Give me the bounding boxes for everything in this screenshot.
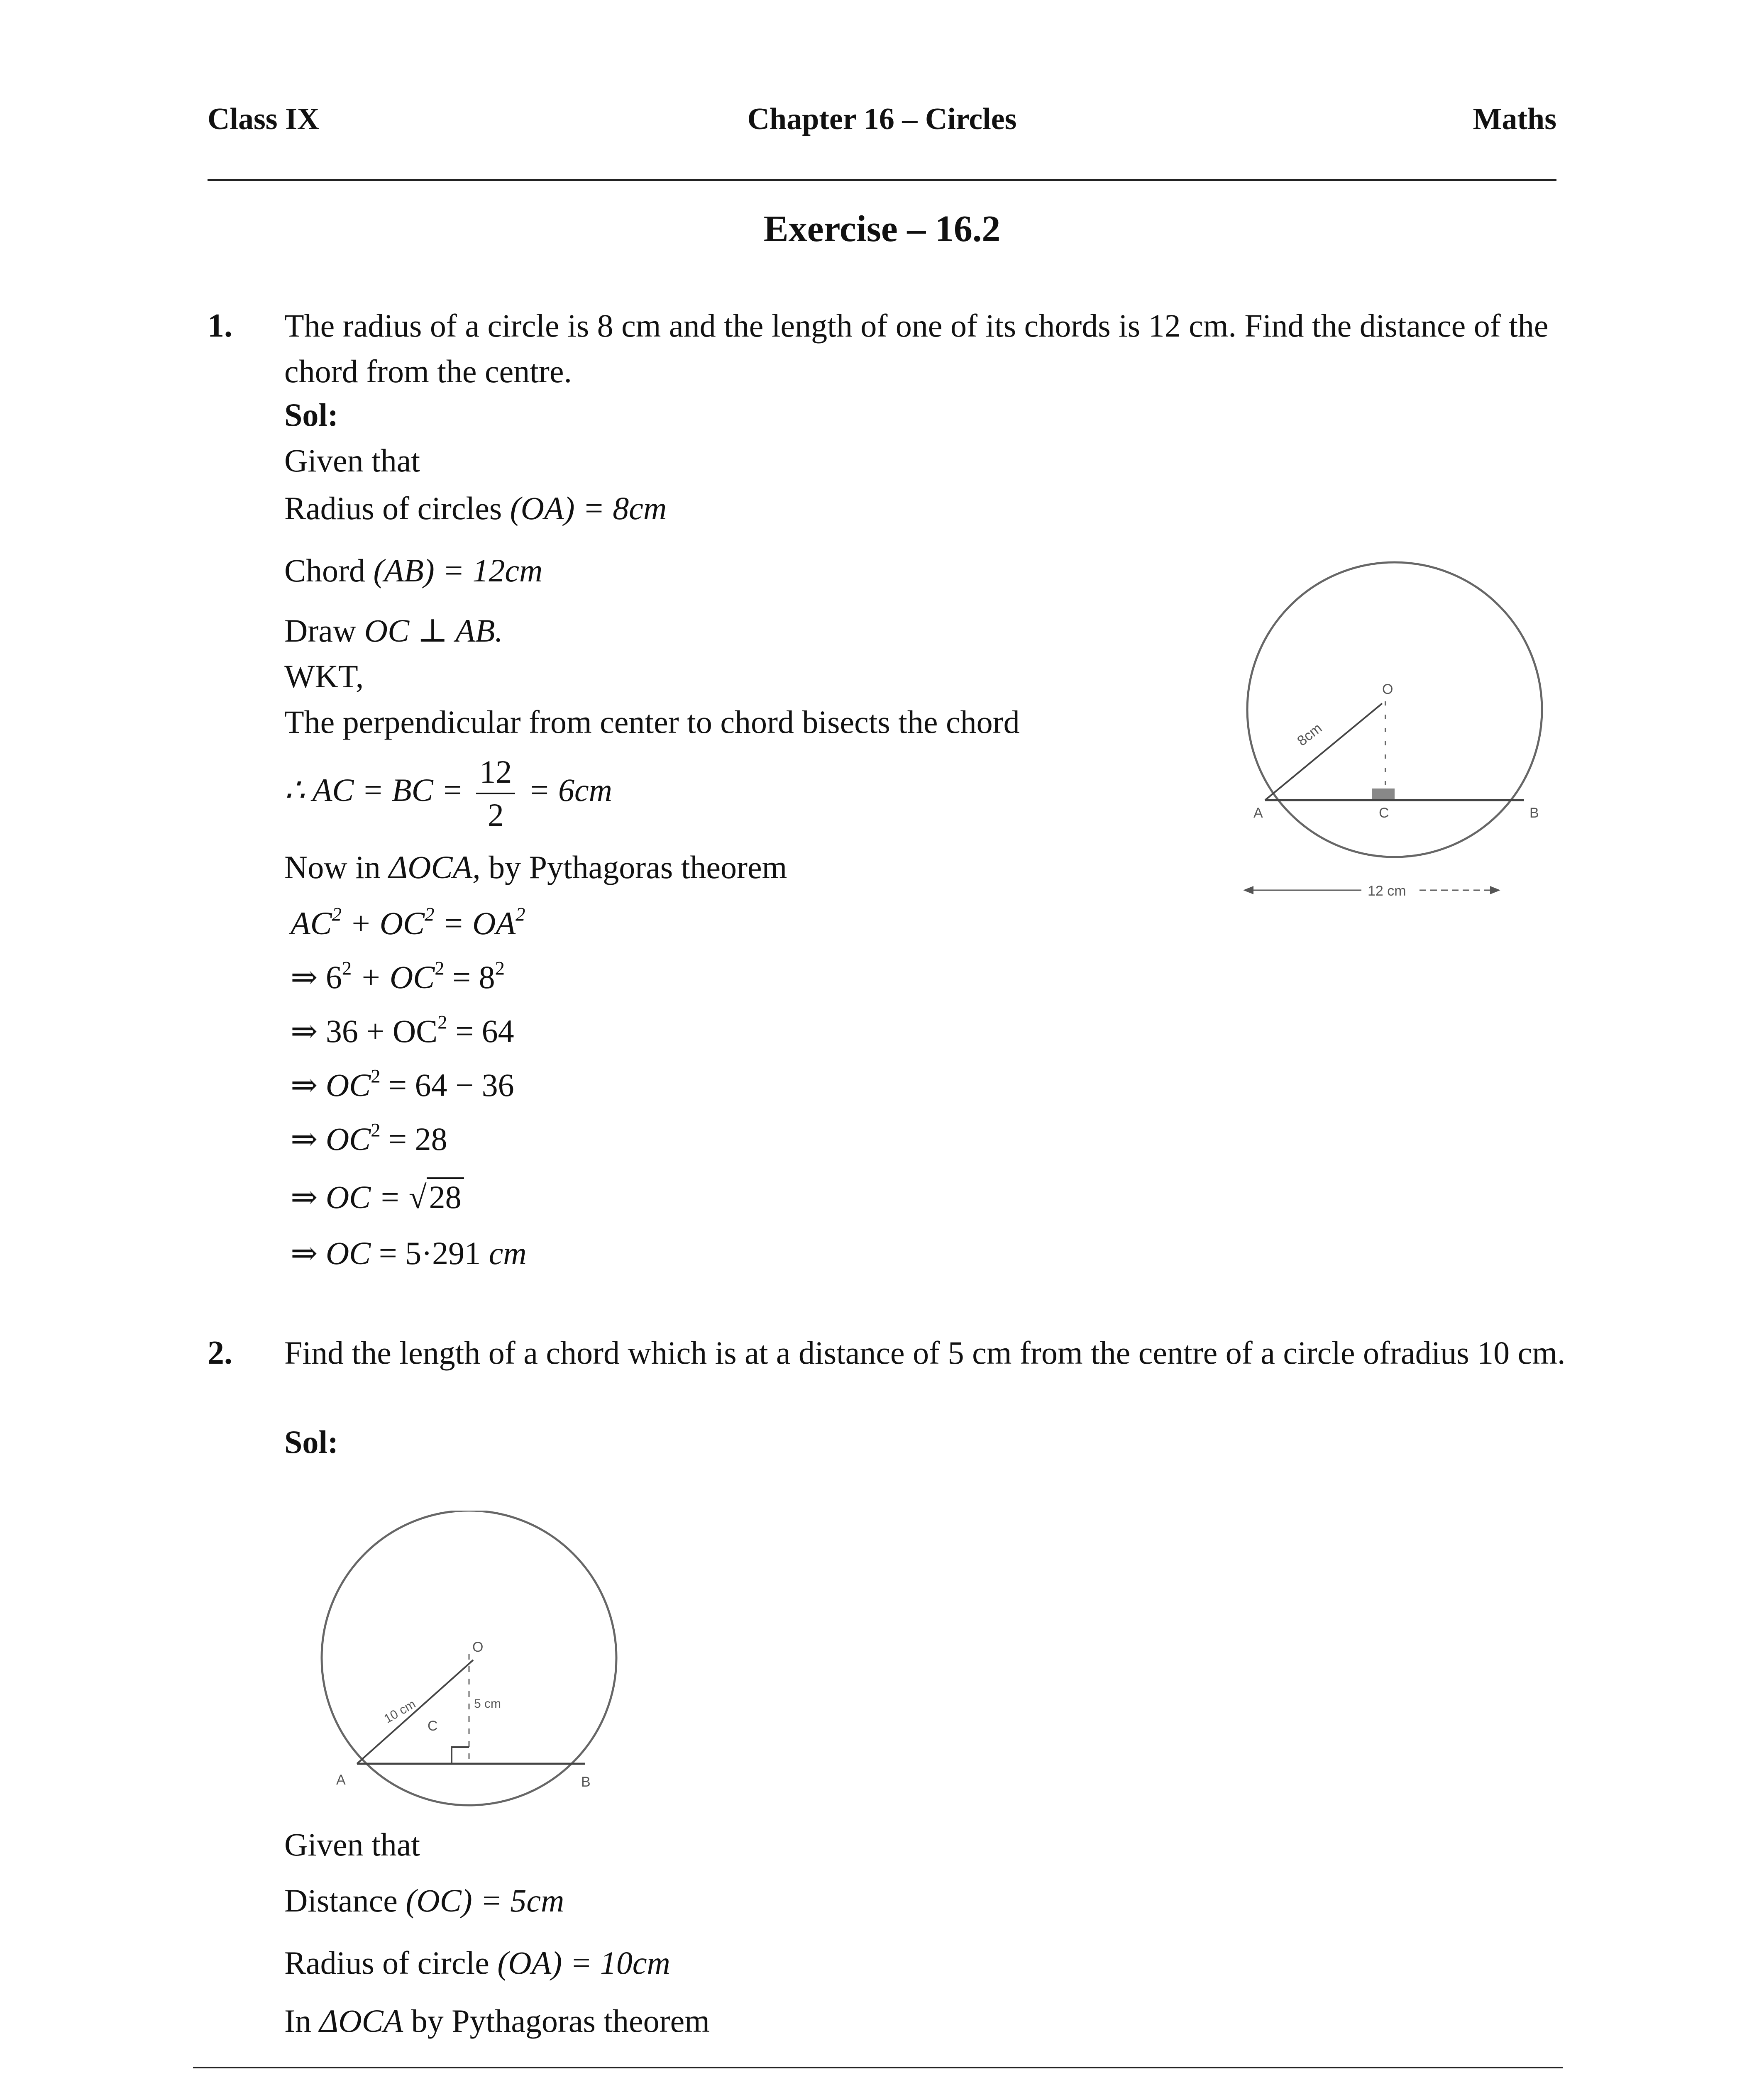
q1-s1-sq: 2 <box>332 903 342 925</box>
q1-s1-sq3: 2 <box>516 903 525 925</box>
q2-label-b: B <box>581 1774 591 1790</box>
q1-s3-rhs: = 64 <box>455 1013 514 1049</box>
q2-question: Find the length of a chord which is at a distance of 5 cm from the centre of a circle ofradius 10 cm. <box>284 1335 1566 1371</box>
q2-number: 2. <box>208 1335 232 1371</box>
q1-s3-lhs: ⇒ 36 + OC <box>291 1013 438 1049</box>
q2-rad-label: Radius of circle <box>284 1945 489 1981</box>
q1-circle <box>1247 562 1542 857</box>
q1-by-pyth: by Pythagoras theorem <box>489 849 787 885</box>
q1-step-4 <box>291 1067 514 1104</box>
q2-label-a: A <box>336 1772 346 1788</box>
q1-chord-val: = 12cm <box>442 552 543 588</box>
q1-perp: The perpendicular from center to chord bisects the chord <box>284 704 1020 740</box>
q1-right-angle-mark <box>1372 788 1395 799</box>
q1-label-chord-length: 12 cm <box>1368 883 1406 899</box>
q1-radius-oa <box>1265 703 1382 800</box>
q1-dim-arrow-right <box>1490 886 1500 894</box>
q1-chord-line <box>284 552 542 589</box>
q1-chord-label: Chord <box>284 552 365 588</box>
q1-step-1 <box>291 905 525 942</box>
q1-step-6 <box>291 1179 464 1216</box>
q1-tri: ΔOCA, <box>388 849 481 885</box>
q2-label-o: O <box>472 1639 484 1655</box>
q1-step-7 <box>291 1235 527 1272</box>
q2-label-c: C <box>428 1718 438 1734</box>
q1-s2-oc: + OC <box>359 959 435 995</box>
q1-step-2 <box>291 959 505 996</box>
footer-rule <box>193 2067 1563 2068</box>
q1-s5-sq: 2 <box>371 1119 381 1141</box>
q2-label-distance: 5 cm <box>474 1697 501 1711</box>
header-chapter: Chapter 16 – Circles <box>747 102 1017 136</box>
q2-given: Given that <box>284 1826 420 1863</box>
q1-s2-8: = 8 <box>452 959 495 995</box>
q2-radius-oa <box>357 1660 473 1764</box>
q2-dist-sym: (OC) <box>406 1882 472 1919</box>
q1-label-radius: 8cm <box>1294 720 1325 749</box>
q2-label-radius: 10 cm <box>381 1697 418 1726</box>
q1-s2-6: ⇒ 6 <box>291 959 342 995</box>
q1-s6-radical: √ <box>408 1179 427 1215</box>
q1-radius-sym: (OA) <box>510 490 575 526</box>
q2-by-pyth: by Pythagoras theorem <box>411 2003 710 2039</box>
q1-ac-fraction <box>476 751 515 836</box>
q1-radius-val: = 8cm <box>583 490 667 526</box>
q2-sol: Sol: <box>284 1424 339 1460</box>
q1-s6-lhs: ⇒ OC = <box>291 1179 401 1215</box>
q2-circle-diagram <box>315 1511 647 1826</box>
q1-step-5 <box>291 1120 447 1158</box>
q2-right-angle-mark <box>452 1747 469 1764</box>
q2-rad-val: = 10cm <box>570 1945 670 1981</box>
q1-label-b: B <box>1529 805 1539 821</box>
q1-s6-radicand: 28 <box>427 1177 464 1215</box>
q1-s4-rhs: = 64 − 36 <box>388 1067 514 1103</box>
q1-ac-rhs: = 6cm <box>528 771 612 808</box>
q1-draw-label: Draw <box>284 613 357 649</box>
q1-sol: Sol: <box>284 397 339 433</box>
q1-s1-ac: AC <box>291 905 332 941</box>
q1-ac-lhs: ∴ AC = BC = <box>284 771 463 808</box>
q1-radius-label: Radius of circles <box>284 490 502 526</box>
q1-s1-oc: + OC <box>349 905 425 941</box>
q2-in-line <box>284 2002 710 2040</box>
q2-in-label: In <box>284 2003 311 2039</box>
q1-s2-sq3: 2 <box>495 957 505 979</box>
q1-draw-line <box>284 612 503 649</box>
q2-dist-label: Distance <box>284 1882 398 1919</box>
q1-wkt: WKT, <box>284 658 364 694</box>
q1-s5-lhs: ⇒ OC <box>291 1121 371 1157</box>
q1-question: The radius of a circle is 8 cm and the length of one of its chords is 12 cm. Find the distance of the chord from the centre. <box>284 308 1549 389</box>
q1-label-c: C <box>1379 805 1389 821</box>
q1-number: 1. <box>208 308 232 344</box>
header-class: Class IX <box>208 102 320 136</box>
q1-ac-den: 2 <box>487 797 504 833</box>
q1-radius-line <box>284 490 667 527</box>
q1-s4-lhs: ⇒ OC <box>291 1067 371 1103</box>
q1-chord-sym: (AB) <box>373 552 435 588</box>
q1-s1-oa: = OA <box>442 905 516 941</box>
header-rule <box>208 179 1556 181</box>
q1-ac-line <box>284 751 612 836</box>
q1-now: Now in <box>284 849 381 885</box>
q1-s7-unit: cm <box>489 1235 527 1271</box>
header-subject: Maths <box>1473 102 1556 136</box>
q1-s3-sq: 2 <box>437 1011 447 1033</box>
q1-s2-sq2: 2 <box>435 957 445 979</box>
q1-label-a: A <box>1253 805 1263 821</box>
q1-ac-num: 12 <box>476 751 515 794</box>
q2-rad-sym: (OA) <box>497 1945 562 1981</box>
q2-dist-val: = 5cm <box>480 1882 564 1919</box>
q1-circle-diagram <box>1224 560 1577 954</box>
q2-radius-line <box>284 1944 670 1982</box>
q1-s7-lhs: ⇒ OC <box>291 1235 371 1271</box>
exercise-title: Exercise – 16.2 <box>763 208 1001 249</box>
q1-s1-sq2: 2 <box>425 903 435 925</box>
q1-given: Given that <box>284 442 420 478</box>
q1-dim-arrow-left <box>1243 886 1253 894</box>
q2-distance-line <box>284 1882 564 1919</box>
q1-draw-expr: OC ⊥ AB. <box>364 613 503 649</box>
q1-s4-sq: 2 <box>371 1065 381 1087</box>
q1-label-o: O <box>1382 681 1393 697</box>
q1-s7-val: = 5·291 <box>379 1235 481 1271</box>
q1-step-3 <box>291 1013 514 1050</box>
q1-s2-sq: 2 <box>342 957 352 979</box>
q1-s5-rhs: = 28 <box>388 1121 447 1157</box>
q2-tri: ΔOCA <box>319 2003 403 2039</box>
q1-now-line <box>284 849 787 886</box>
